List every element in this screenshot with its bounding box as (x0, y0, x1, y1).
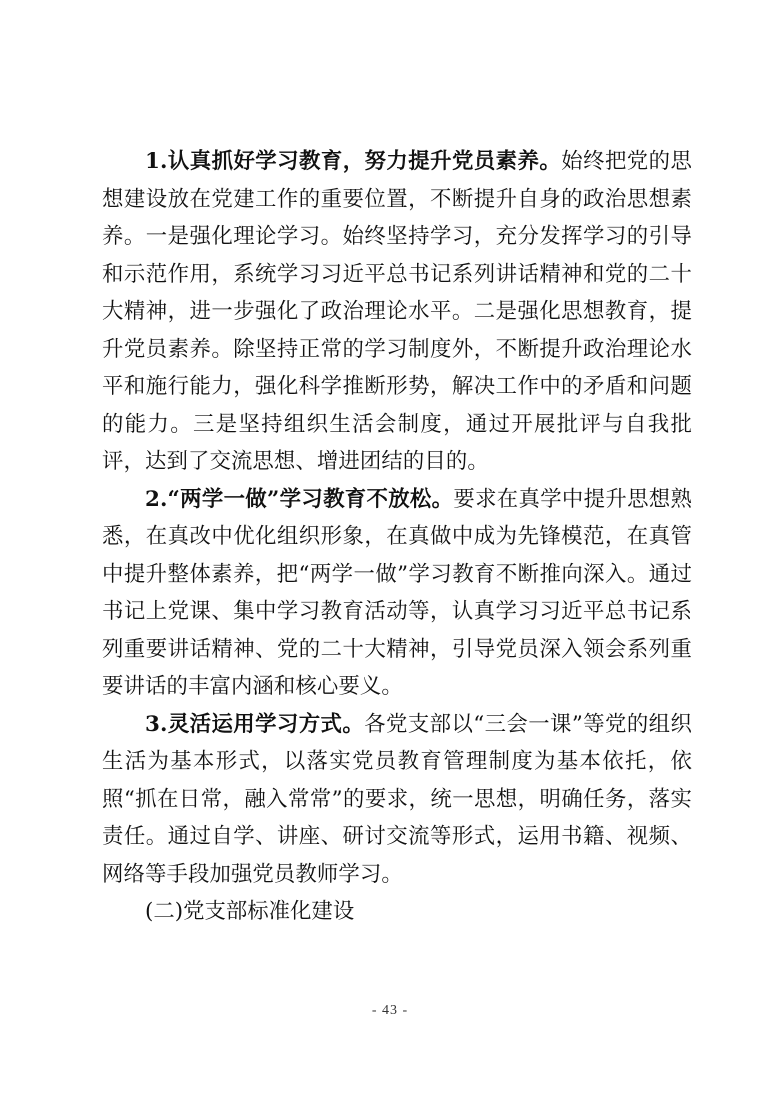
paragraph-study-education (102, 143, 692, 481)
page-number: - 43 - (371, 1003, 409, 1018)
paragraph-lead: 1.认真抓好学习教育，努力提升党员素养。 (145, 149, 562, 174)
paragraph-text: 要求在真学中提升思想熟悉，在真改中优化组织形象，在真做中成为先锋模范，在真管中提升整体素养，把“两学一做”学习教育不断推向深入。通过书记上党课、集中学习教育活动等，认真学习习近平总书记系列重要讲话精神、党的二十大精神，引导党员深入领会系列重要讲话的丰富内涵和核心要义。 (102, 486, 692, 699)
paragraph-text: 各党支部以“三会一课”等党的组织生活为基本形式，以落实党员教育管理制度为基本依托，依照“抓在日常，融入常常”的要求，统一思想，明确任务，落实责任。通过自学、讲座、研讨交流等形式，运用书籍、视频、网络等手段加强党员教师学习。 (102, 711, 692, 887)
paragraph-two-studies (102, 481, 692, 706)
paragraph-study-methods (102, 706, 692, 894)
paragraph-lead: 2.“两学一做”学习教育不放松。 (145, 486, 454, 512)
paragraph-text: 始终把党的思想建设放在党建工作的重要位置，不断提升自身的政治思想素养。一是强化理论学习。始终坚持学习，充分发挥学习的引导和示范作用，系统学习习近平总书记系列讲话精神和党的二十大精神，进一步强化了政治理论水平。二是强化思想教育，提升党员素养。除坚持正常的学习制度外，不断提升政治理论水平和施行能力，强化科学推断形势，解决工作中的矛盾和问题的能力。三是坚持组织生活会制度，通过开展批评与自我批评，达到了交流思想、增进团结的目的。 (102, 149, 692, 474)
section-heading: (二)党支部标准化建设 (145, 899, 355, 924)
document-body (102, 143, 692, 931)
paragraph-lead: 3.灵活运用学习方式。 (145, 711, 365, 737)
